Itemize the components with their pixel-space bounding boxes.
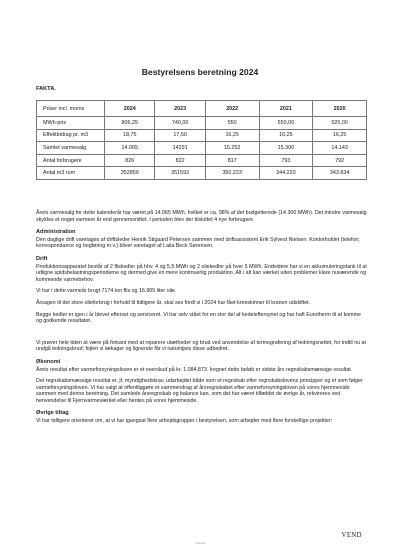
table-cell: 350.223 [205,167,259,180]
table-cell: 14.065 [105,142,155,155]
table-header-cell: 2021 [259,101,313,117]
table-cell: 352859 [105,167,155,180]
fakta-heading: FAKTA. [36,86,56,92]
table-row [37,167,367,180]
table-cell: Samlet varmesalg [37,142,105,155]
table-cell: Antal m3 rum [37,167,105,180]
table-cell: 15.300 [259,142,313,155]
table-header-cell: 2022 [205,101,259,117]
table-cell: 351592 [155,167,205,180]
table-cell: 550,00 [259,117,313,130]
table-cell: 16,25 [313,129,367,142]
table-header-row [37,101,367,117]
table-cell: 806,25 [105,117,155,130]
table-cell: 793 [259,154,313,167]
facts-table [36,100,367,180]
paragraph-kedler: Begge kedler er igen i år blevet efterset og serviceret. Vi har selv stået for en stor del af kedeleftersynet og har haft Eurotherm til at komme og godkende resultatet. [36,311,361,325]
heading-ovrige-tiltag: Øvrige tiltag [36,410,69,417]
table-cell: MWh-pris [37,117,105,130]
table-header-cell: Priser incl. moms [37,101,105,117]
paragraph-varmesalg: Årets varmesalg for dette kalenderår har været på 14.065 MWh, hvilket er ca. 98% af det budgetterede (14.300 MWh). Det mindre varmesalg skyldes et noget varmere år end gennemsnittet. I perioden blev der tilsluttet 4 nye forbrugere. [36,210,367,223]
heading-drift: Drift [36,255,48,262]
table-header-cell: 2020 [313,101,367,117]
paragraph-proaktiv: Vi prøver hele tiden at være på forkant med at reparere utætheder og brud ved anvendelse af termografering af ledningsnettet, for indtil nu at undgå ledningsbrud; fejlen vi lækager og lignende får vi naturligvis disse udbedret. [36,339,366,353]
paragraph-ovrige-tiltag: Vi har tidligere orienteret om, at vi har igangsat flere arbejdsgrupper i bestyrelsen, som arbejder med flere forskellige projekter: [36,418,333,425]
heading-administration: Administration [36,229,76,236]
page-title: Bestyrelsens beretning 2024 [141,67,259,77]
table-row [37,154,367,167]
table-cell: Antal forbrugere [37,154,105,167]
heading-okonomi: Økonomi [36,358,61,365]
table-cell: 822 [155,154,205,167]
table-row [37,129,367,142]
table-cell: 343.834 [313,167,367,180]
table-cell: 14291 [155,142,205,155]
spacer [36,330,367,340]
paragraph-kran: Årsagen til det store olieforbrug i forhold til tidligere år, skal ses fordi vi i 2024 har fået kreeskinner til kranen udskiftet. [36,299,311,306]
table-cell: 16,25 [205,129,259,142]
paragraph-okonomi-regnskab: Det regnskabsmæssige resultat er, jf. myndighedskrav, udarbejdet både som et regnskab efter regnskabslovens principper og et som følger varmeforsyningsloven. Vi har valgt at offentliggøre et sammendrag af årsregnskabet efter varmeforsyningsloven på vores hjemmeside sammen med denne beretning. Det samlede årsregnskab og balance kan, som det har været tilfældet de øvrige år, rekvireres ved henvendelse til Fjernvarmeværket eller hentes på vores hjemmeside. [36,378,363,404]
table-cell: 817 [205,154,259,167]
paragraph-okonomi-resultat: Årets resultat efter varmeforsyningsloven er et overskud på kr. 1.084.873. Iregnet dette beløb er sidste års regnskabsmæssige resultat. [36,366,353,373]
table-cell: 18,75 [105,129,155,142]
table-cell: 15.252 [205,142,259,155]
table-cell: 344.220 [259,167,313,180]
table-header-cell: 2024 [105,101,155,117]
report-body [36,210,367,430]
table-header-cell: 2023 [155,101,205,117]
paragraph-drift: Produktionsapparatet består af 2 fliskedler på hhv. 4 og 5,5 MWh og 2 oliekedler på hver 5 MWh. Endvidere har vi en akkumuleringstank til at udligne spidsbelastningsperioderne og dermed give en mere kontinuerlig produktion. Alt i alt kan værket uden problemer klare nuværende og kommende varmebehov. [36,263,367,283]
table-cell: 550 [205,117,259,130]
table-cell: 16,25 [259,129,313,142]
paragraph-flis: Vi har i dette varmeår brugt 7174 ton flis og 16.905 liter olie. [36,288,177,295]
table-row [37,117,367,130]
classification-label: Internal [194,541,205,545]
table-cell: 792 [313,154,367,167]
table-cell: Effektbidrag pr. m3 [37,129,105,142]
table-row [37,142,367,155]
table-cell: 826 [105,154,155,167]
table-cell: 17,50 [155,129,205,142]
table-cell: 740,00 [155,117,205,130]
paragraph-administration: Den daglige drift varetages af driftsleder Henrik Stigaard Petersen sammen med driftsassistent Erik Sylvest Nielsen. Kontorholdet (telefon; korrespondance og bogføring m.v.) bliver varetaget af Laila Beck Sørensen. [36,236,360,250]
table-cell: 14.143 [313,142,367,155]
table-cell: 525,00 [313,117,367,130]
company-logo: VEND [341,532,362,539]
